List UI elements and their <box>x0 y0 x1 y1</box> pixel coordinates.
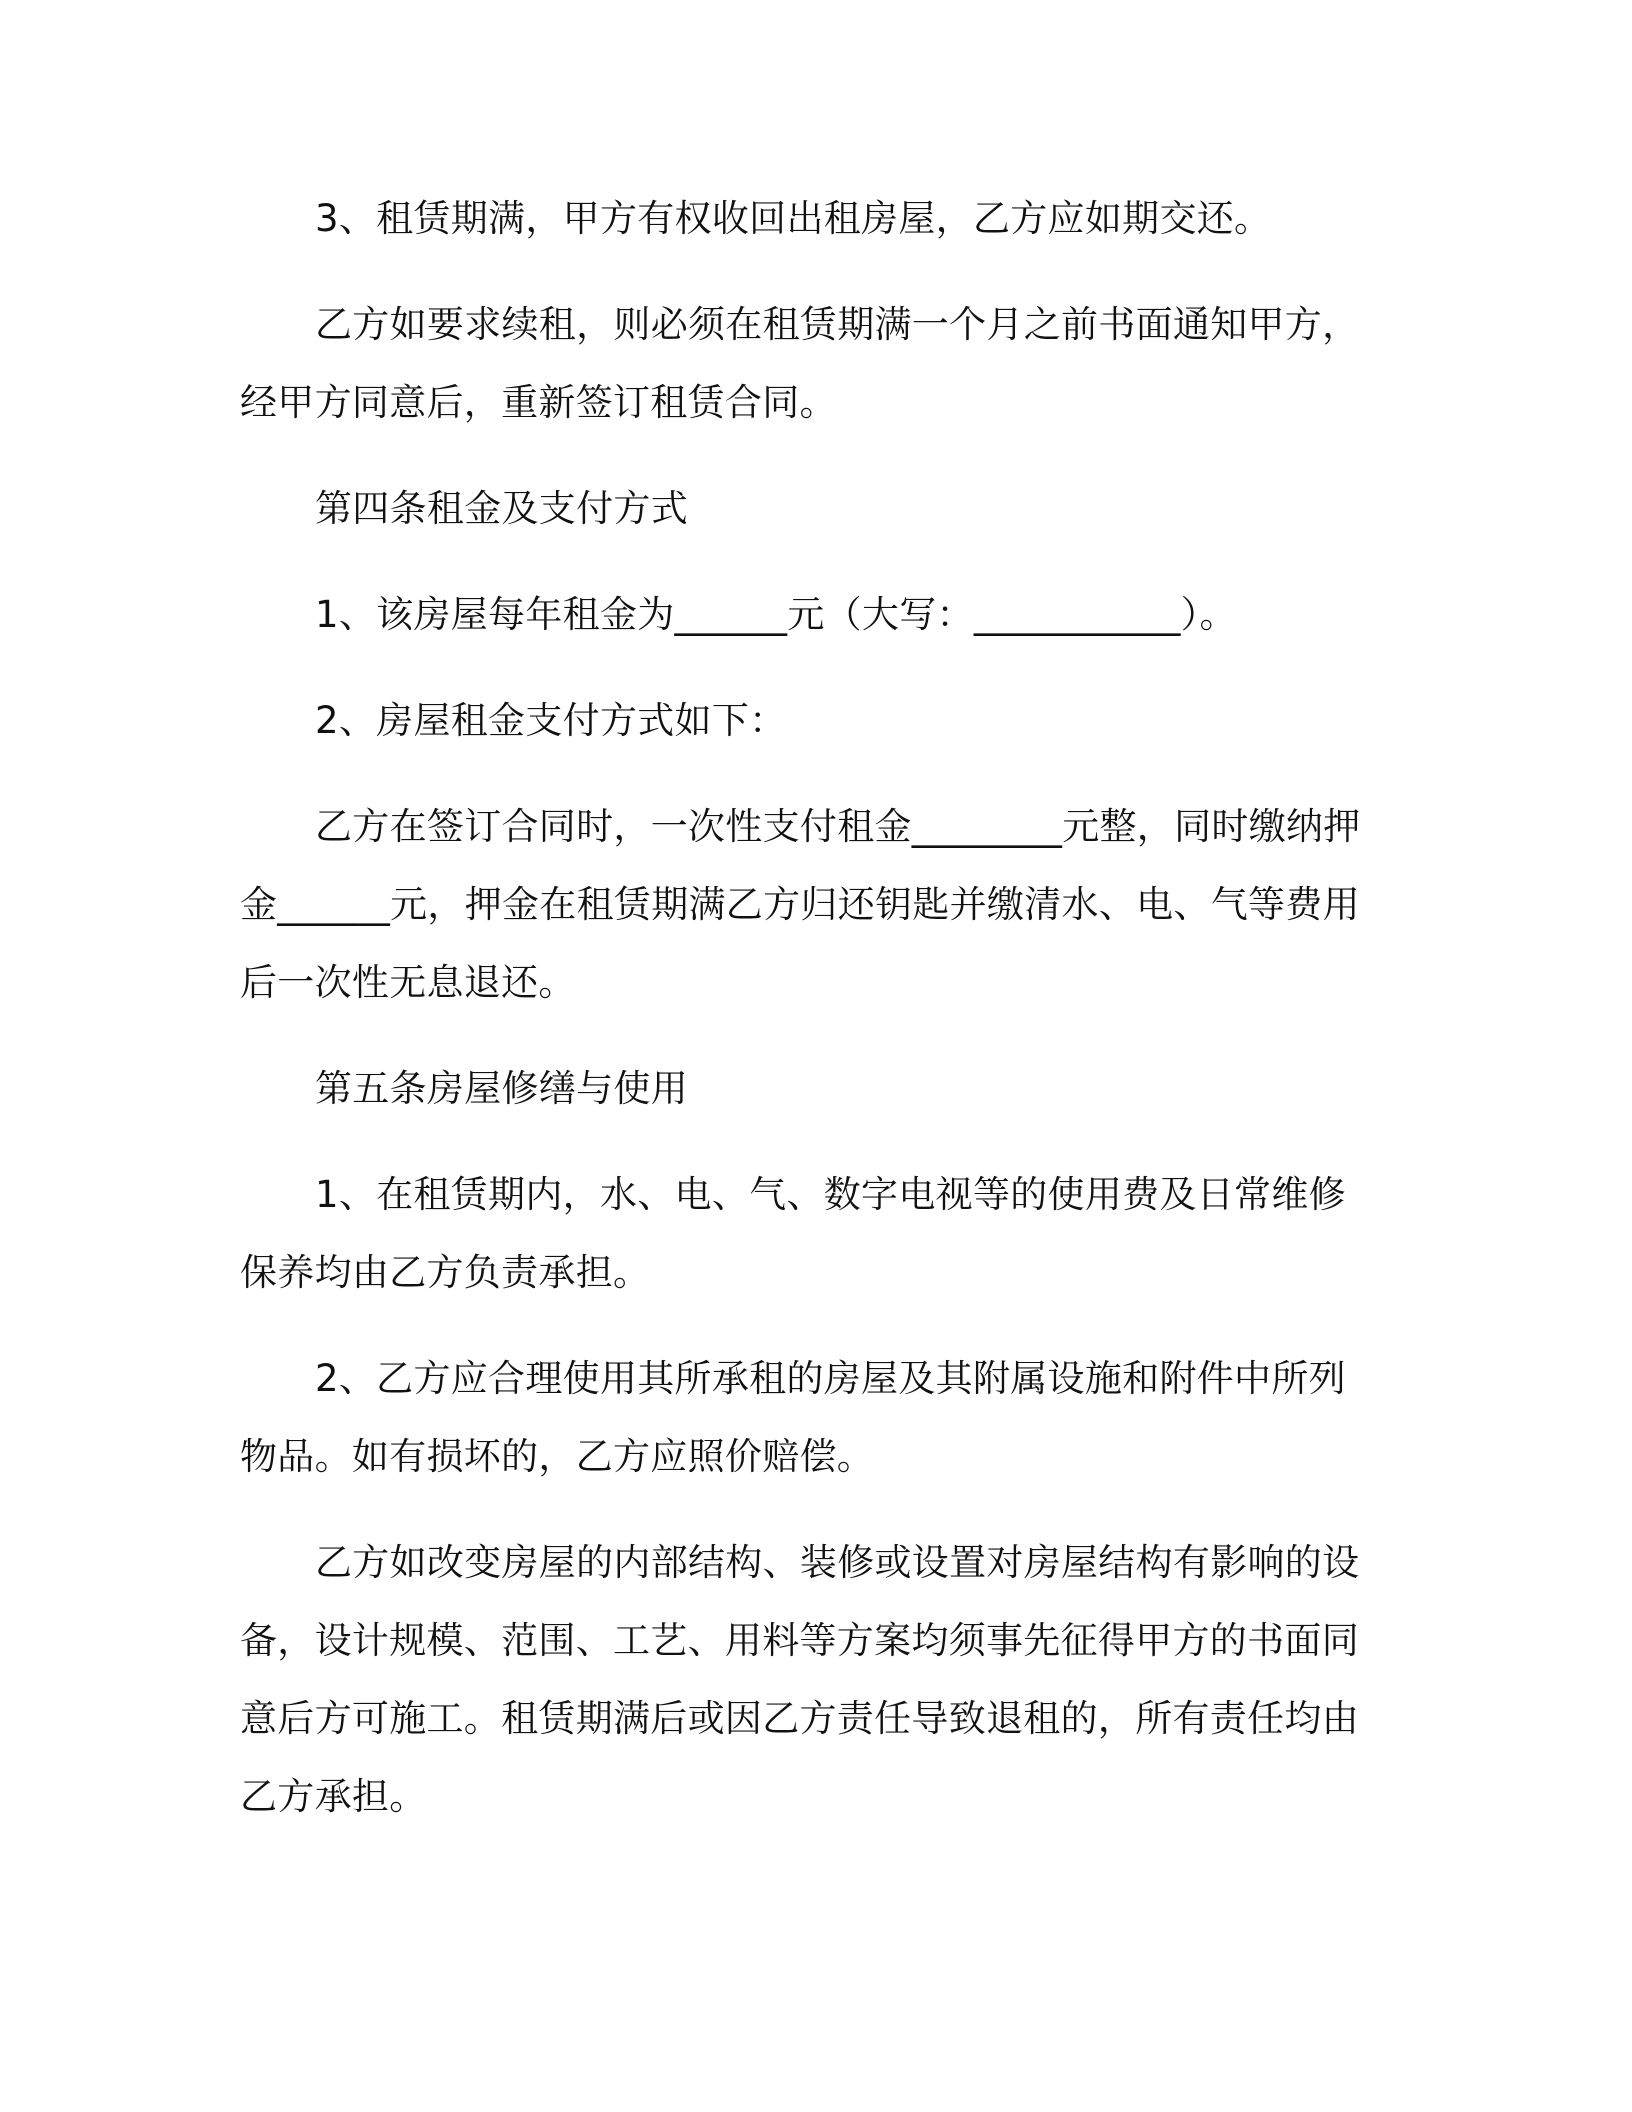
clause-2-payment-method: 2、房屋租金支付方式如下： <box>315 699 787 742</box>
clause-1-usage-fees: 1、在租赁期内，水、电、气、数字电视等的使用费及日常维修保养均由乙方负责承担。 <box>240 1173 1346 1294</box>
clause-2-proper-use: 2、乙方应合理使用其所承租的房屋及其附属设施和附件中所列物品。如有损坏的，乙方应照价赔偿。 <box>240 1357 1346 1478</box>
document-body <box>240 180 1376 1836</box>
article-5-heading: 第五条房屋修缮与使用 <box>315 1067 688 1110</box>
clause-1-annual-rent: 1、该房屋每年租金为______元（大写：___________）。 <box>315 593 1237 636</box>
payment-and-deposit-paragraph: 乙方在签订合同时，一次性支付租金________元整，同时缴纳押金______元，押金在租赁期满乙方归还钥匙并缴清水、电、气等费用后一次性无息退还。 <box>240 805 1361 1004</box>
renewal-notice-paragraph: 乙方如要求续租，则必须在租赁期满一个月之前书面通知甲方，经甲方同意后，重新签订租赁合同。 <box>240 303 1360 424</box>
article-4-heading: 第四条租金及支付方式 <box>315 487 688 530</box>
structural-changes-paragraph: 乙方如改变房屋的内部结构、装修或设置对房屋结构有影响的设备，设计规模、范围、工艺、用料等方案均须事先征得甲方的书面同意后方可施工。租赁期满后或因乙方责任导致退租的，所有责任均由乙方承担。 <box>240 1541 1360 1818</box>
clause-3-lease-expiry: 3、租赁期满，甲方有权收回出租房屋，乙方应如期交还。 <box>315 197 1272 240</box>
